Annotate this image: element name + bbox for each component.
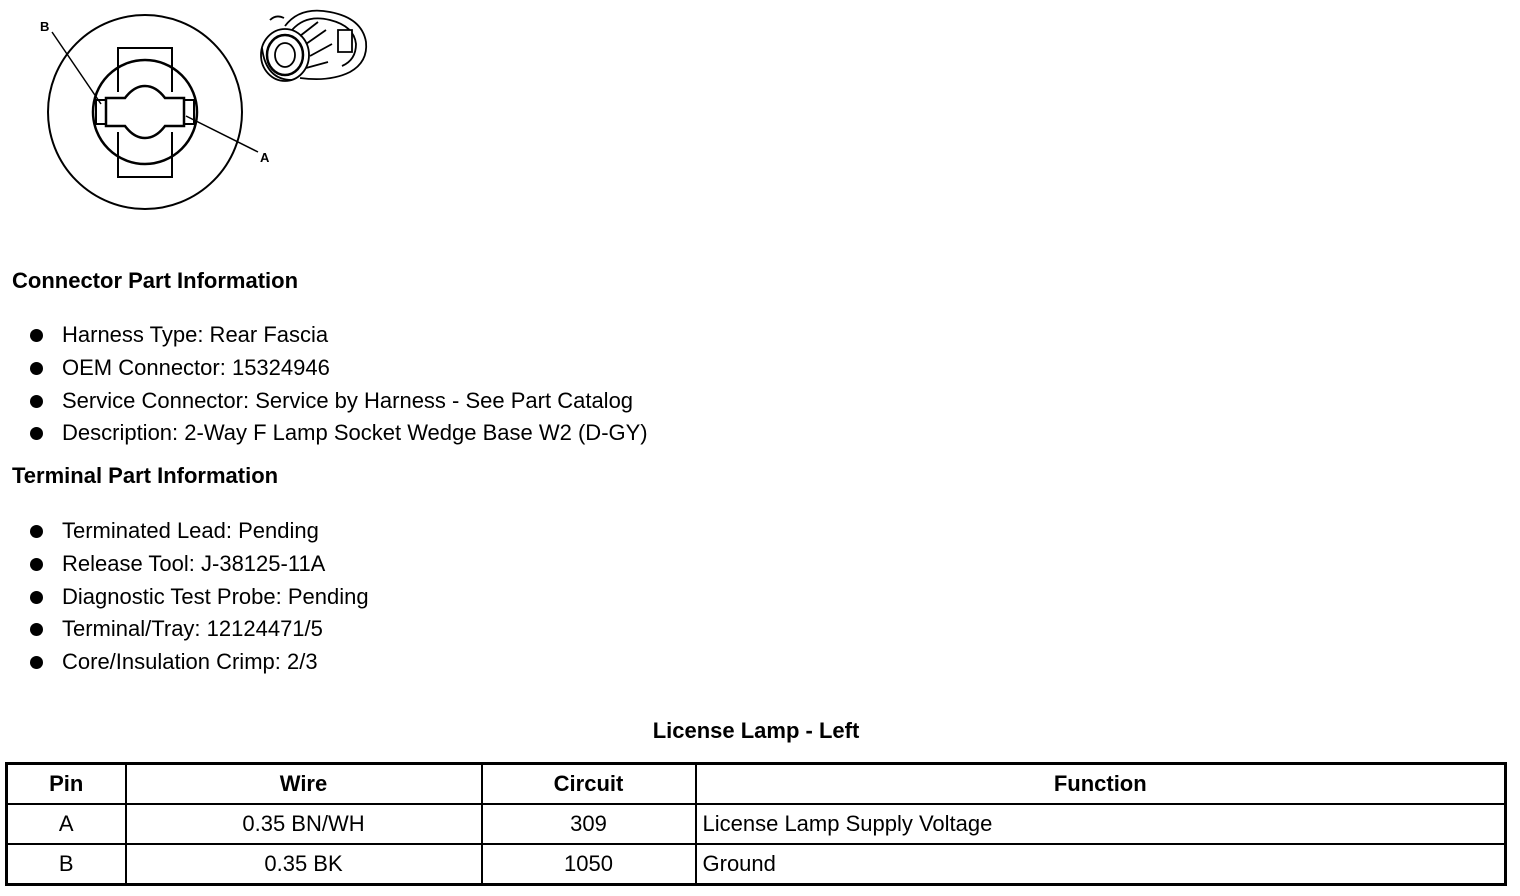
- bullet-icon: [30, 623, 43, 636]
- list-item: [28, 385, 648, 418]
- terminal-part-info-title: Terminal Part Information: [12, 463, 279, 488]
- cell-pin: B: [7, 844, 126, 885]
- list-item-text: Harness Type: Rear Fascia: [62, 322, 329, 347]
- connector-part-info-title: Connector Part Information: [12, 268, 299, 293]
- terminal-cavity: [106, 86, 184, 138]
- cell-function: License Lamp Supply Voltage: [696, 804, 1506, 844]
- cell-pin: A: [7, 804, 126, 844]
- list-item: [28, 352, 648, 385]
- callout-label-b: B: [40, 19, 50, 34]
- pin-table: [5, 762, 1507, 886]
- list-item: [28, 646, 369, 679]
- connector-illustration: [0, 0, 400, 225]
- cell-circuit: 309: [482, 804, 696, 844]
- list-item: [28, 548, 369, 581]
- table-row: [7, 804, 1506, 844]
- list-item: [28, 515, 369, 548]
- header-function: Function: [696, 764, 1506, 805]
- terminal-cavity-a: [184, 100, 194, 124]
- cell-wire: 0.35 BN/WH: [126, 804, 482, 844]
- table-caption: License Lamp - Left: [652, 718, 860, 743]
- bullet-icon: [30, 656, 43, 669]
- bullet-icon: [30, 591, 43, 604]
- list-item-text: Release Tool: J-38125-11A: [62, 550, 326, 576]
- header-circuit: Circuit: [482, 764, 696, 805]
- callout-leader-a: [186, 116, 258, 152]
- bullet-icon: [30, 362, 43, 375]
- list-item: [28, 581, 369, 614]
- callout-label-a: A: [260, 150, 270, 165]
- list-item-text: Service Connector: Service by Harness - See Part Catalog: [62, 387, 634, 413]
- cell-wire: 0.35 BK: [126, 844, 482, 885]
- list-item: [28, 613, 369, 646]
- bullet-icon: [30, 329, 43, 342]
- terminal-part-info-list: [28, 515, 369, 679]
- connector-part-info-list: [28, 319, 648, 450]
- list-item-text: Terminated Lead: Pending: [62, 518, 319, 543]
- list-item-text: Core/Insulation Crimp: 2/3: [62, 649, 318, 675]
- table-header-row: [7, 764, 1506, 805]
- list-item-text: OEM Connector: 15324946: [62, 354, 330, 380]
- bullet-icon: [30, 558, 43, 571]
- list-item: [28, 417, 648, 450]
- list-item-text: Terminal/Tray: 12124471/5: [62, 616, 323, 642]
- cell-function: Ground: [696, 844, 1506, 885]
- list-item: [28, 319, 648, 352]
- header-wire: Wire: [126, 764, 482, 805]
- table-row: [7, 844, 1506, 885]
- bullet-icon: [30, 427, 43, 440]
- list-item-text: Description: 2-Way F Lamp Socket Wedge Base W2 (D-GY): [62, 420, 648, 446]
- bullet-icon: [30, 525, 43, 538]
- lamp-socket-sketch: [261, 11, 366, 81]
- header-pin: Pin: [7, 764, 126, 805]
- list-item-text: Diagnostic Test Probe: Pending: [62, 583, 369, 609]
- cell-circuit: 1050: [482, 844, 696, 885]
- bullet-icon: [30, 395, 43, 408]
